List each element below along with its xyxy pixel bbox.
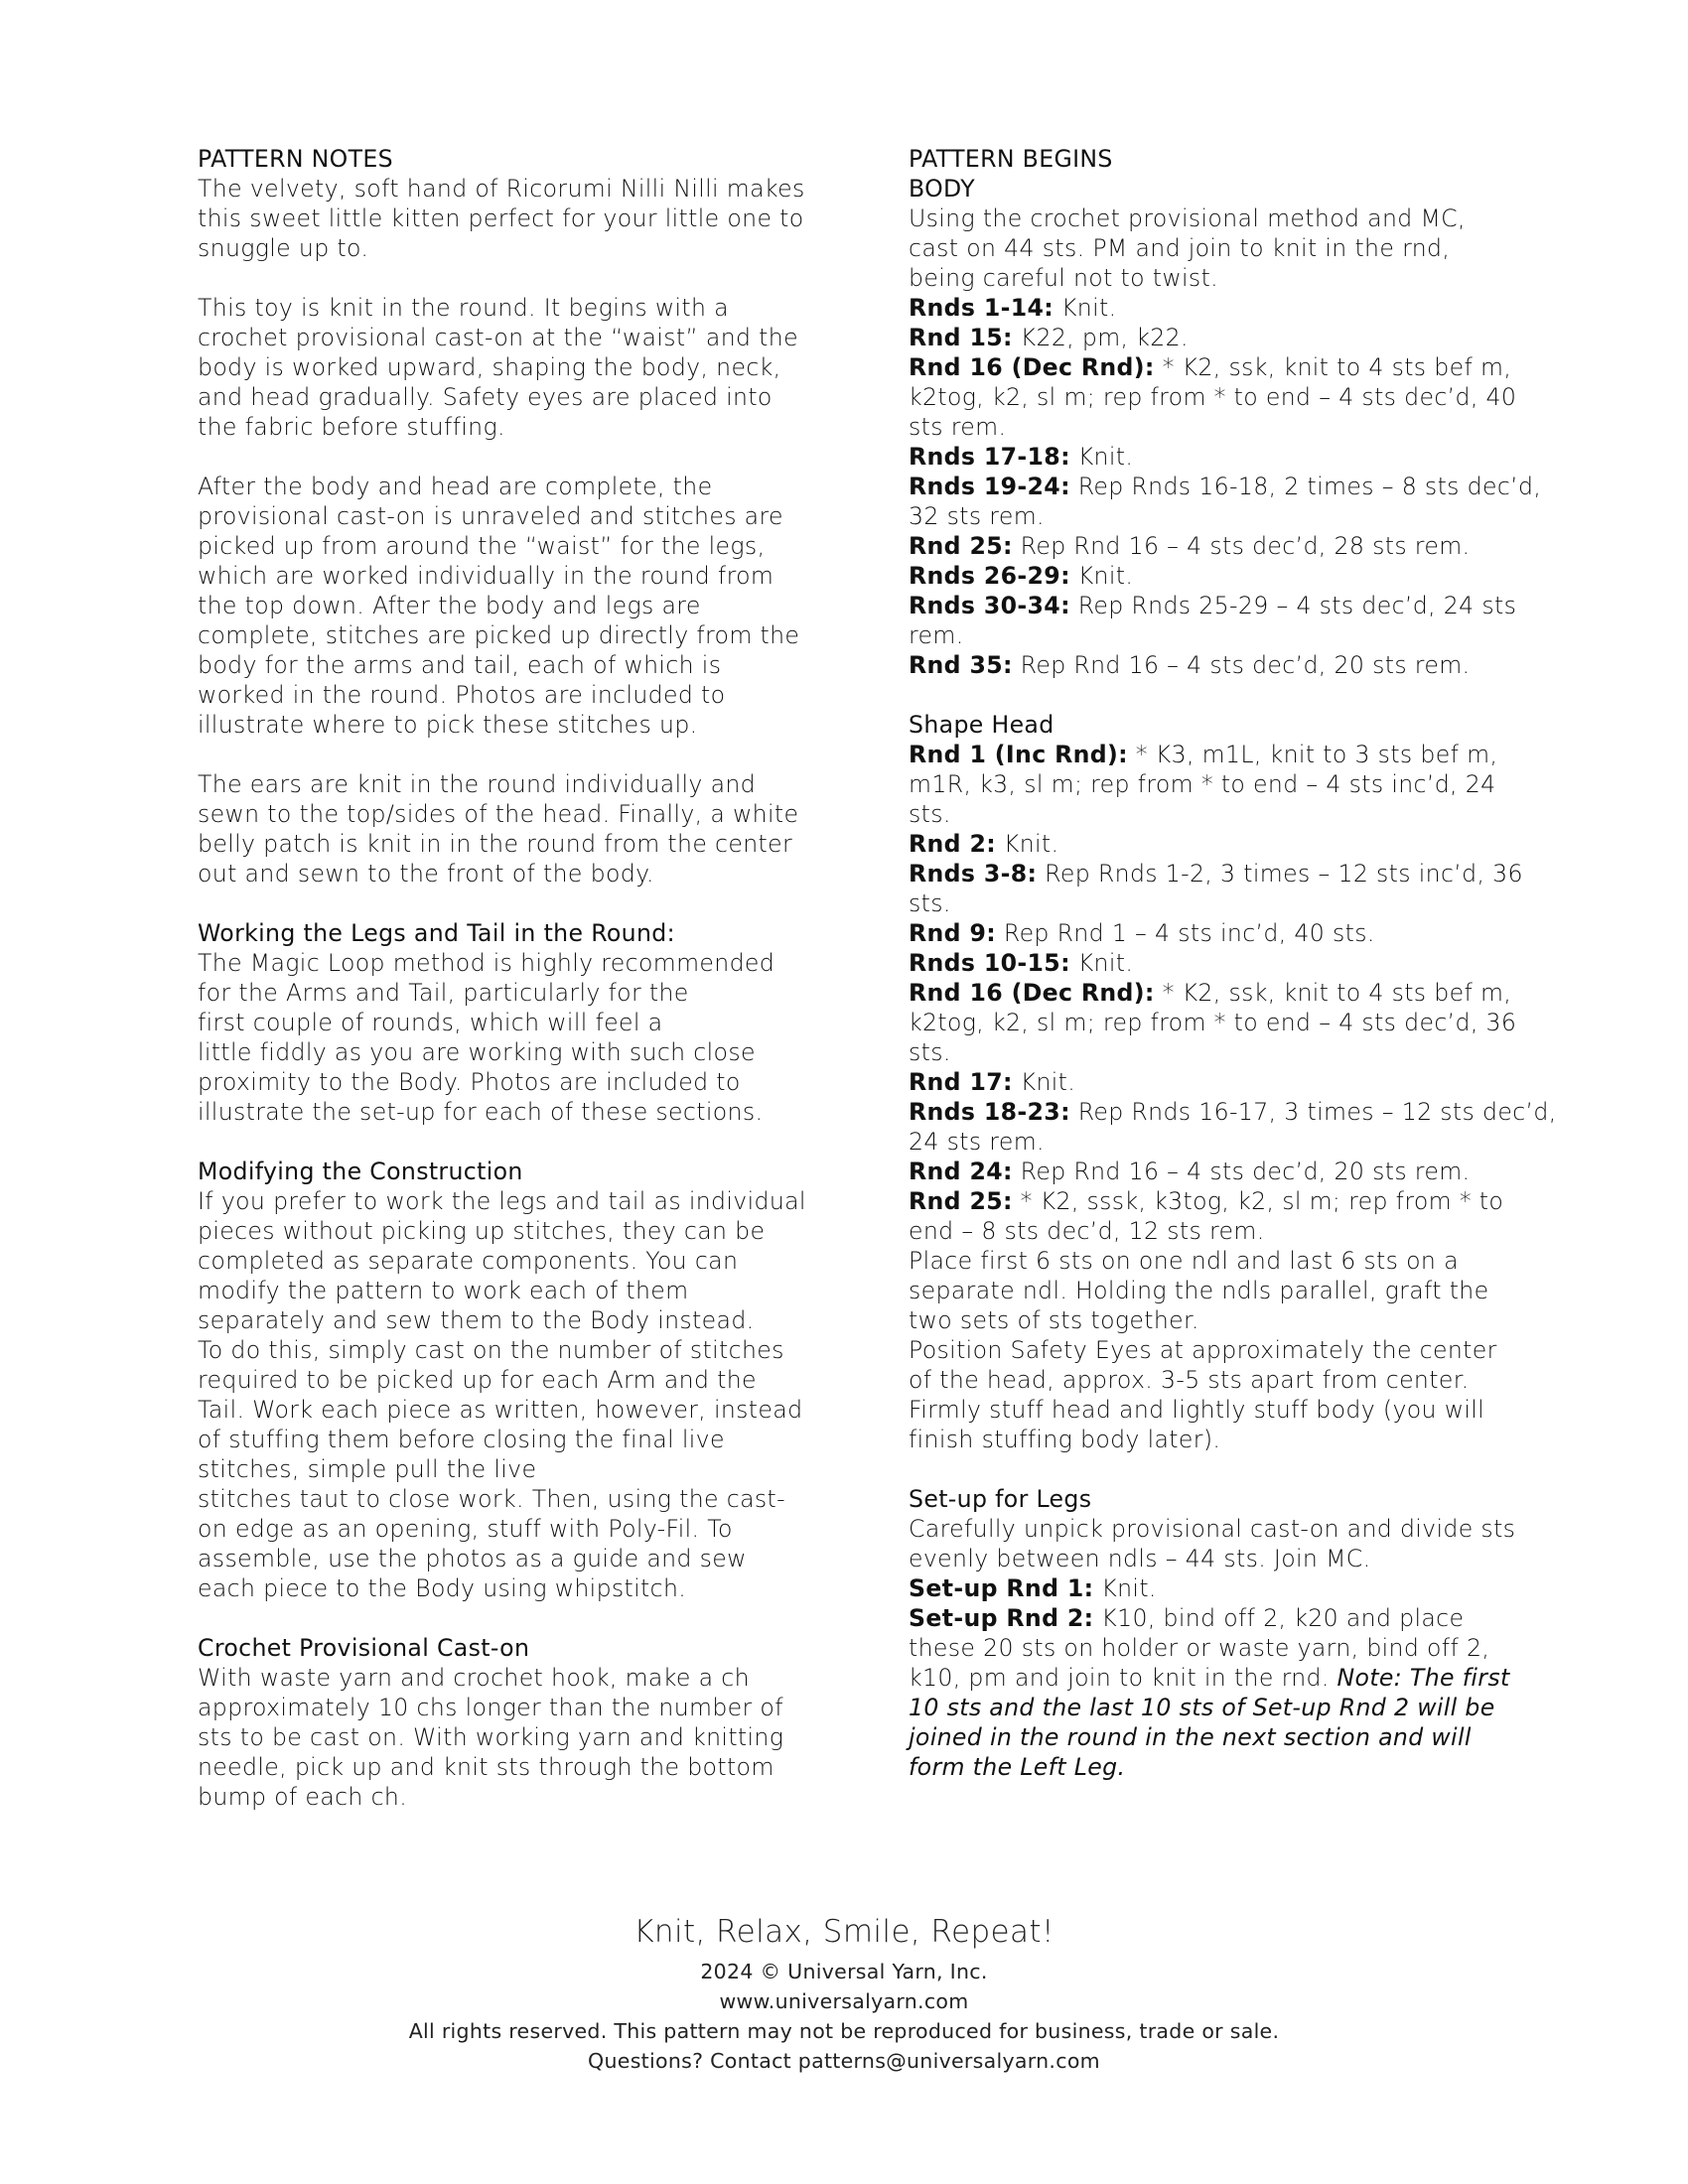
shape-head-heading: Shape Head	[909, 711, 1055, 739]
round-label: Rnd 35:	[909, 651, 1013, 679]
text-line: Tail. Work each piece as written, however, instead	[198, 1396, 803, 1424]
setup-legs-heading: Set-up for Legs	[909, 1485, 1092, 1513]
modifying-paragraph	[198, 1186, 833, 1603]
right-column	[909, 144, 1557, 1782]
round-text: Rep Rnd 16 – 4 sts dec’d, 20 sts rem.	[1012, 1158, 1471, 1185]
pattern-notes-paragraph-2	[198, 293, 833, 442]
text-line: two sets of sts together.	[909, 1306, 1199, 1334]
round-text: Knit.	[1054, 294, 1117, 322]
round-instruction	[909, 1097, 1557, 1127]
round-instruction	[909, 978, 1544, 1008]
round-label: Rnd 2:	[909, 830, 997, 858]
pattern-notes-paragraph-4	[198, 769, 833, 888]
round-label: Set-up Rnd 2:	[909, 1604, 1094, 1632]
round-instruction	[909, 1573, 1544, 1603]
text-line: The ears are knit in the round individually and	[198, 770, 757, 798]
text-line: on edge as an opening, stuff with Poly-Fil. To	[198, 1515, 733, 1543]
text-line: crochet provisional cast-on at the “waist” and the	[198, 324, 798, 351]
round-instruction	[909, 1067, 1544, 1097]
text-line: If you prefer to work the legs and tail as individual	[198, 1187, 806, 1215]
round-text: Knit.	[1093, 1574, 1157, 1602]
round-text: Knit.	[1012, 1068, 1076, 1096]
round-text: * K3, m1L, knit to 3 sts bef m,	[1127, 741, 1498, 768]
round-instruction	[909, 859, 1544, 888]
text-line: approximately 10 chs longer than the number of	[198, 1694, 783, 1721]
round-instruction	[909, 472, 1544, 501]
round-text: Rep Rnds 16-18, 2 times – 8 sts dec’d,	[1069, 473, 1542, 500]
text-line: provisional cast-on is unraveled and stitches are	[198, 502, 783, 530]
round-label: Rnd 9:	[909, 919, 997, 947]
note-line: joined in the round in the next section and will	[909, 1723, 1472, 1751]
round-instruction	[909, 442, 1544, 472]
round-instruction	[909, 918, 1544, 948]
provisional-paragraph	[198, 1663, 833, 1812]
text-line: This toy is knit in the round. It begins with a	[198, 294, 729, 322]
round-instruction	[909, 293, 1544, 323]
text-line: evenly between ndls – 44 sts. Join MC.	[909, 1545, 1371, 1572]
text-line: the fabric before stuffing.	[198, 413, 505, 441]
round-text: K10, bind off 2, k20 and place	[1093, 1604, 1465, 1632]
text-line: snuggle up to.	[198, 234, 369, 262]
round-text: Rep Rnds 1-2, 3 times – 12 sts inc’d, 36	[1037, 860, 1523, 887]
provisional-heading: Crochet Provisional Cast-on	[198, 1634, 530, 1662]
round-instruction	[909, 948, 1544, 978]
round-text: * K2, ssk, knit to 4 sts bef m,	[1154, 353, 1512, 381]
text-line: separately and sew them to the Body instead.	[198, 1306, 755, 1334]
text-line: proximity to the Body. Photos are included to	[198, 1068, 741, 1096]
text-line: 24 sts rem.	[909, 1128, 1045, 1156]
round-label: Rnd 16 (Dec Rnd):	[909, 353, 1155, 381]
text-line: picked up from around the “waist” for the legs,	[198, 532, 766, 560]
text-line: finish stuffing body later).	[909, 1426, 1221, 1453]
text-line: k2tog, k2, sl m; rep from * to end – 4 sts dec’d, 36	[909, 1009, 1517, 1036]
text-line	[909, 1663, 1544, 1693]
round-text: Rep Rnds 16-17, 3 times – 12 sts dec’d,	[1069, 1098, 1557, 1126]
note-line: 10 sts and the last 10 sts of Set-up Rnd 2 will be	[909, 1694, 1495, 1721]
legs-tail-heading: Working the Legs and Tail in the Round:	[198, 919, 675, 947]
body-heading: BODY	[909, 175, 976, 203]
text-line: sts.	[909, 889, 951, 917]
round-instruction	[909, 1157, 1544, 1186]
round-label: Set-up Rnd 1:	[909, 1574, 1094, 1602]
text-line: needle, pick up and knit sts through the bottom	[198, 1753, 774, 1781]
round-text: Rep Rnd 1 – 4 sts inc’d, 40 sts.	[996, 919, 1375, 947]
footer-tagline: Knit, Relax, Smile, Repeat!	[633, 1914, 1055, 1950]
round-label: Rnds 19-24:	[909, 473, 1070, 500]
text-line: The velvety, soft hand of Ricorumi Nilli Nilli makes	[198, 175, 805, 203]
text-line: The Magic Loop method is highly recommended	[198, 949, 775, 977]
text-line: of stuffing them before closing the final live	[198, 1426, 725, 1453]
round-label: Rnd 25:	[909, 1187, 1013, 1215]
text-line: k2tog, k2, sl m; rep from * to end – 4 sts dec’d, 40	[909, 383, 1517, 411]
text-line: 32 sts rem.	[909, 502, 1045, 530]
text-line: completed as separate components. You can	[198, 1247, 739, 1275]
note-line: form the Left Leg.	[909, 1753, 1126, 1781]
round-text: Knit.	[996, 830, 1059, 858]
footer-rights: All rights reserved. This pattern may not be reproduced for business, trade or sale.	[408, 2019, 1280, 2043]
round-text: * K2, sssk, k3tog, k2, sl m; rep from * to	[1012, 1187, 1504, 1215]
text-line: out and sewn to the front of the body.	[198, 860, 654, 887]
text-line: modify the pattern to work each of them	[198, 1277, 689, 1304]
text-line: end – 8 sts dec’d, 12 sts rem.	[909, 1217, 1265, 1245]
text-line: bump of each ch.	[198, 1783, 408, 1811]
text-line: After the body and head are complete, the	[198, 473, 713, 500]
text-line: this sweet little kitten perfect for your little one to	[198, 205, 804, 232]
round-text: Rep Rnd 16 – 4 sts dec’d, 20 sts rem.	[1012, 651, 1471, 679]
text-line: body for the arms and tail, each of which is	[198, 651, 722, 679]
text-line: With waste yarn and crochet hook, make a ch	[198, 1664, 750, 1692]
text-line: belly patch is knit in in the round from the center	[198, 830, 793, 858]
text-line: cast on 44 sts. PM and join to knit in the rnd,	[909, 234, 1451, 262]
text-line: Position Safety Eyes at approximately the center	[909, 1336, 1497, 1364]
footer-contact: Questions? Contact patterns@universalyarn.com	[588, 2049, 1100, 2073]
round-text: Rep Rnds 25-29 – 4 sts dec’d, 24 sts	[1069, 592, 1517, 619]
text-line: each piece to the Body using whipstitch.	[198, 1574, 687, 1602]
text-line: of the head, approx. 3-5 sts apart from center.	[909, 1366, 1470, 1394]
round-label: Rnds 17-18:	[909, 443, 1070, 471]
footer-copyright: 2024 © Universal Yarn, Inc.	[700, 1960, 988, 1983]
text-line: body is worked upward, shaping the body, neck,	[198, 353, 781, 381]
round-instruction	[909, 1186, 1544, 1216]
text-line: which are worked individually in the round from	[198, 562, 774, 590]
round-label: Rnds 18-23:	[909, 1098, 1070, 1126]
round-instruction	[909, 561, 1544, 591]
head-instructions	[909, 740, 1557, 1454]
left-column	[198, 144, 833, 1812]
text-line: separate ndl. Holding the ndls parallel, graft the	[909, 1277, 1489, 1304]
round-instruction	[909, 591, 1544, 620]
legs-tail-paragraph	[198, 948, 833, 1127]
round-text: Knit.	[1069, 562, 1134, 590]
text-line: worked in the round. Photos are included to	[198, 681, 726, 709]
text-line: sts.	[909, 1038, 951, 1066]
text-line: illustrate where to pick these stitches up.	[198, 711, 698, 739]
text-line: Carefully unpick provisional cast-on and divide sts	[909, 1515, 1516, 1543]
pattern-begins-heading: PATTERN BEGINS	[909, 145, 1113, 173]
text-line: assemble, use the photos as a guide and sew	[198, 1545, 747, 1572]
text-line: sts rem.	[909, 413, 1007, 441]
round-instruction	[909, 1603, 1544, 1633]
note-text: Note: The first	[1336, 1664, 1510, 1692]
round-label: Rnd 15:	[909, 324, 1013, 351]
pattern-notes-paragraph-1	[198, 174, 833, 263]
text-line: Using the crochet provisional method and MC,	[909, 205, 1466, 232]
round-instruction	[909, 740, 1544, 769]
text-line: complete, stitches are picked up directly from the	[198, 621, 800, 649]
text-line: sts to be cast on. With working yarn and knitting	[198, 1723, 784, 1751]
text-line: stitches taut to close work. Then, using the cast-	[198, 1485, 785, 1513]
round-text: K22, pm, k22.	[1012, 324, 1189, 351]
round-instruction	[909, 531, 1544, 561]
legs-instructions	[909, 1514, 1544, 1782]
pattern-notes-heading: PATTERN NOTES	[198, 145, 393, 173]
text-line: little fiddly as you are working with such close	[198, 1038, 756, 1066]
text-line: first couple of rounds, which will feel a	[198, 1009, 663, 1036]
round-label: Rnd 24:	[909, 1158, 1013, 1185]
text-line: and head gradually. Safety eyes are placed into	[198, 383, 773, 411]
text-line: the top down. After the body and legs are	[198, 592, 701, 619]
round-label: Rnd 17:	[909, 1068, 1013, 1096]
text-plain: k10, pm and join to knit in the rnd.	[909, 1664, 1337, 1692]
text-line: To do this, simply cast on the number of stitches	[198, 1336, 784, 1364]
text-line: for the Arms and Tail, particularly for the	[198, 979, 689, 1007]
text-line: m1R, k3, sl m; rep from * to end – 4 sts inc’d, 24	[909, 770, 1496, 798]
body-instructions	[909, 204, 1544, 680]
round-label: Rnds 10-15:	[909, 949, 1070, 977]
modifying-heading: Modifying the Construction	[198, 1158, 523, 1185]
round-instruction	[909, 829, 1544, 859]
round-label: Rnds 1-14:	[909, 294, 1055, 322]
text-line: required to be picked up for each Arm and the	[198, 1366, 757, 1394]
round-text: * K2, ssk, knit to 4 sts bef m,	[1154, 979, 1512, 1007]
text-line: rem.	[909, 621, 964, 649]
text-line: stitches, simple pull the live	[198, 1455, 537, 1483]
round-label: Rnd 16 (Dec Rnd):	[909, 979, 1155, 1007]
text-line: being careful not to twist.	[909, 264, 1219, 292]
round-text: Knit.	[1069, 443, 1134, 471]
text-line: Firmly stuff head and lightly stuff body (you will	[909, 1396, 1485, 1424]
round-text: Knit.	[1069, 949, 1134, 977]
text-line: these 20 sts on holder or waste yarn, bind off 2,	[909, 1634, 1490, 1662]
text-line: sts.	[909, 800, 951, 828]
pattern-notes-paragraph-3	[198, 472, 833, 740]
round-label: Rnds 3-8:	[909, 860, 1038, 887]
round-label: Rnds 30-34:	[909, 592, 1070, 619]
footer-website: www.universalyarn.com	[719, 1989, 969, 2013]
round-instruction	[909, 650, 1544, 680]
text-line: sewn to the top/sides of the head. Finally, a white	[198, 800, 799, 828]
round-label: Rnds 26-29:	[909, 562, 1070, 590]
round-instruction	[909, 352, 1544, 382]
text-line: Place first 6 sts on one ndl and last 6 sts on a	[909, 1247, 1459, 1275]
round-text: Rep Rnd 16 – 4 sts dec’d, 28 sts rem.	[1012, 532, 1471, 560]
page-footer	[0, 1911, 1688, 2076]
round-instruction	[909, 323, 1544, 352]
text-line: illustrate the set-up for each of these sections.	[198, 1098, 764, 1126]
text-line: pieces without picking up stitches, they can be	[198, 1217, 766, 1245]
round-label: Rnd 25:	[909, 532, 1013, 560]
round-label: Rnd 1 (Inc Rnd):	[909, 741, 1128, 768]
